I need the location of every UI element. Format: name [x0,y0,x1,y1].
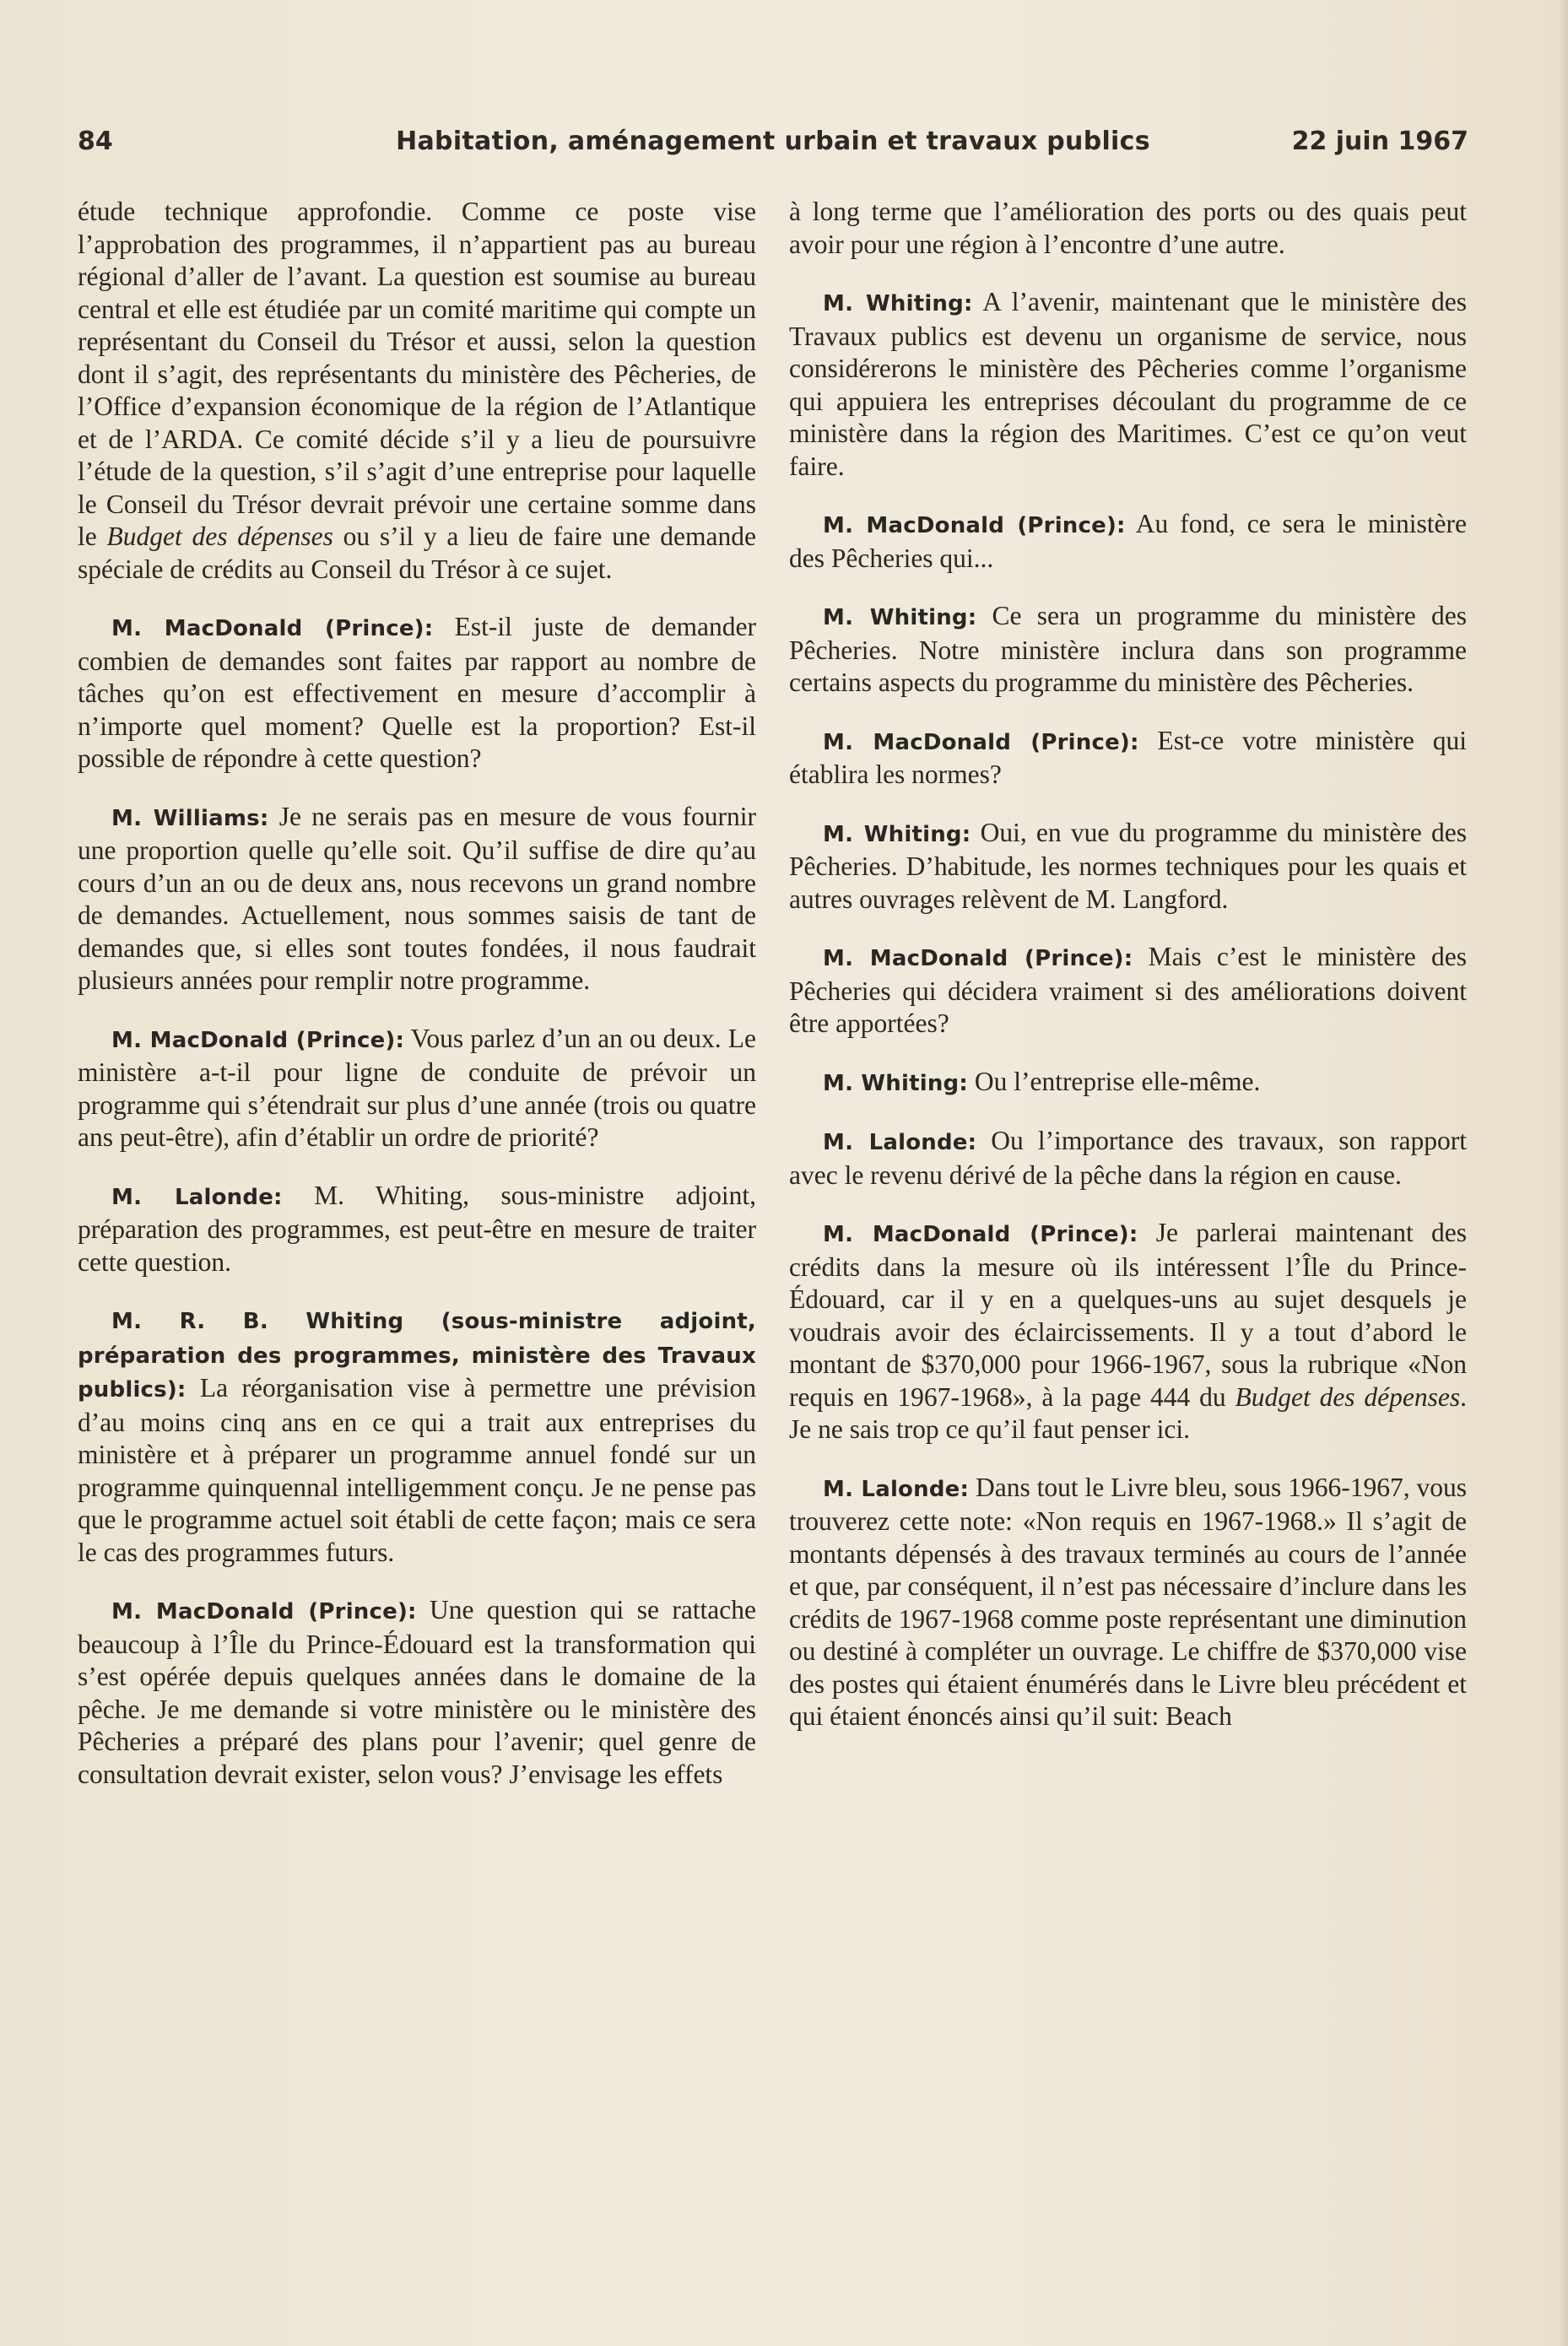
speaker-name: M. Williams: [111,805,269,831]
speaker-name: M. Lalonde: [111,1184,283,1210]
speech-text: Mais c’est le ministère des Pêcheries qui décidera vraiment si des améliorations doivent être apportées? [789,942,1467,1038]
speech-paragraph [789,1217,1467,1446]
speech-paragraph [78,1594,756,1791]
speaker-name: M. MacDonald (Prince): [823,1222,1138,1247]
page-edge-shadow [1558,0,1568,2346]
speech-paragraph [789,817,1467,916]
left-column [78,196,756,1816]
speaker-name: M. Whiting: [823,291,973,316]
speech-text: A l’avenir, maintenant que le ministère des Travaux publics est devenu un organisme de service, nous considérerons le ministère des Pêcheries comme l’organisme qui appuiera les entreprises découlant du programme de ce ministère dans la région des Maritimes. C’est ce qu’on veut faire. [789,287,1468,481]
publication-title: Budget des dépenses [106,522,333,551]
publication-title: Budget des dépenses [1235,1381,1461,1412]
speech-text: Est-il juste de demander combien de demandes sont faites par rapport au nombre de tâches qu’on est effectivement en mesure d’accomplir à n’importe quel moment? Quelle est la proportion? Est-il possible de répondre à cette question? [78,612,756,773]
speech-paragraph [789,1125,1467,1192]
speaker-name: M. Whiting: [823,1070,968,1096]
speech-paragraph [78,1023,756,1154]
right-column [789,196,1467,1759]
page-number: 84 [78,127,113,156]
speech-paragraph [789,1066,1467,1100]
speech-paragraph [789,508,1467,575]
speech-paragraph [78,1180,756,1279]
speech-paragraph [78,801,756,997]
speech-text: Ou l’entreprise elle-même. [967,1066,1261,1096]
speaker-name: M. Lalonde: [823,1476,970,1502]
speech-paragraph [789,941,1467,1041]
speech-paragraph [789,600,1467,700]
speech-paragraph [78,611,756,776]
speech-text: Est-ce votre ministère qui établira les normes? [789,725,1467,789]
speech-text: Je ne serais pas en mesure de vous fournir une proportion quelle qu’elle soit. Qu’il suffise de dire qu’au cours d’un an ou de deux ans, nous recevons un grand nombre de demandes. Actuellement, nous sommes saisis de tant de demandes que, si elles sont toutes fondées, il nous faudrait plusieurs années pour remplir notre programme. [78,801,756,995]
speech-paragraph [789,725,1467,792]
speech-text: Au fond, ce sera le ministère des Pêcheries qui... [789,509,1467,573]
speech-text: La réorganisation vise à permettre une prévision d’au moins cinq ans en ce qui a trait aux entreprises du ministère et à préparer un programme annuel fondé sur un programme quinquennal intelligemment conçu. Je ne pense pas que le programme actuel soit établi de cette façon; mais ce sera le cas des programmes futurs. [78,1373,756,1567]
speaker-name: M. MacDonald (Prince): [111,616,434,641]
speech-text: . Je ne sais trop ce qu’il faut penser ici. [789,1381,1467,1444]
paragraph [78,196,756,586]
speech-paragraph [789,1472,1467,1733]
speaker-name: M. Whiting: [823,821,971,847]
speaker-name: M. MacDonald (Prince): [111,1027,405,1053]
speaker-name: M. Lalonde: [823,1130,977,1155]
speaker-name: M. MacDonald (Prince): [823,729,1139,755]
speech-paragraph [789,286,1467,483]
speech-text: Vous parlez d’un an ou deux. Le ministère a-t-il pour ligne de conduite de prévoir un programme qui s’étendrait sur plus d’une année (trois ou quatre ans peut-être), afin d’établir un ordre de priorité? [78,1023,756,1152]
speaker-name: M. MacDonald (Prince): [823,946,1133,971]
running-header [78,127,1468,169]
speech-text: Dans tout le Livre bleu, sous 1966-1967, vous trouverez cette note: «Non requis en 1967-1968.» Il s’agit de montants dépensés à des travaux terminés au cours de l’année et que, par conséquent, il n’est pas nécessaire d’inclure dans les crédits de 1967-1968 comme poste représentant une diminution ou destiné à compléter un ouvrage. Le chiffre de $370,000 vise des postes qui étaient énumérés dans le Livre bleu précédent et qui étaient énoncés ainsi qu’il suit: Beach [789,1472,1468,1731]
header-date: 22 juin 1967 [1291,127,1468,156]
paragraph [789,196,1467,261]
speech-text: Je parlerai maintenant des crédits dans la mesure où ils intéressent l’Île du Prince-Édouard, car il y en a quelques-uns au sujet desquels je voudrais avoir des éclaircissements. Il y a tout d’abord le montant de $370,000 pour 1966-1967, sous la rubrique «Non requis en 1967-1968», à la page 444 du [789,1218,1468,1412]
running-title: Habitation, aménagement urbain et travaux publics [396,127,1150,156]
speech-text: Une question qui se rattache beaucoup à l’Île du Prince-Édouard est la transformation qui s’est opérée depuis quelques années dans le domaine de la pêche. Je me demande si votre ministère ou le ministère des Pêcheries a préparé des plans pour l’avenir; quel genre de consultation devrait exister, selon vous? J’envisage les effets [78,1595,756,1789]
speaker-name: M. R. B. Whiting (sous-ministre adjoint, préparation des programmes, ministère des Travaux publics): [78,1309,756,1403]
speech-text: Ou l’importance des travaux, son rapport avec le revenu dérivé de la pêche dans la région en cause. [789,1126,1467,1190]
paragraph-text: à long terme que l’amélioration des ports ou des quais peut avoir pour une région à l’encontre d’une autre. [789,197,1467,259]
speech-text: M. Whiting, sous-ministre adjoint, préparation des programmes, est peut-être en mesure de traiter cette question. [78,1180,757,1277]
speech-text: Oui, en vue du programme du ministère des Pêcheries. D’habitude, les normes techniques pour les quais et autres ouvrages relèvent de M. Langford. [789,817,1467,914]
speaker-name: M. Whiting: [823,605,977,630]
speech-paragraph [78,1304,756,1569]
speech-text: Ce sera un programme du ministère des Pêcheries. Notre ministère inclura dans son programme certains aspects du programme du ministère des Pêcheries. [789,601,1467,697]
speaker-name: M. MacDonald (Prince): [111,1599,417,1624]
paragraph-text: étude technique approfondie. Comme ce poste vise l’approbation des programmes, il n’appartient pas au bureau régional d’aller de l’avant. La question est soumise au bureau central et elle est étudiée par un comité maritime qui compte un représentant du Conseil du Trésor et aussi, selon la question dont il s’agit, des représentants du ministère des Pêcheries, de l’Office d’expansion économique de la région de l’Atlantique et de l’ARDA. Ce comité décide s’il y a lieu de poursuivre l’étude de la question, s’il s’agit d’une entreprise pour laquelle le Conseil du Trésor devrait prévoir une certaine somme dans le [78,197,756,551]
paragraph-text: ou s’il y a lieu de faire une demande spéciale de crédits au Conseil du Trésor à ce sujet. [78,522,756,584]
speaker-name: M. MacDonald (Prince): [823,513,1126,538]
